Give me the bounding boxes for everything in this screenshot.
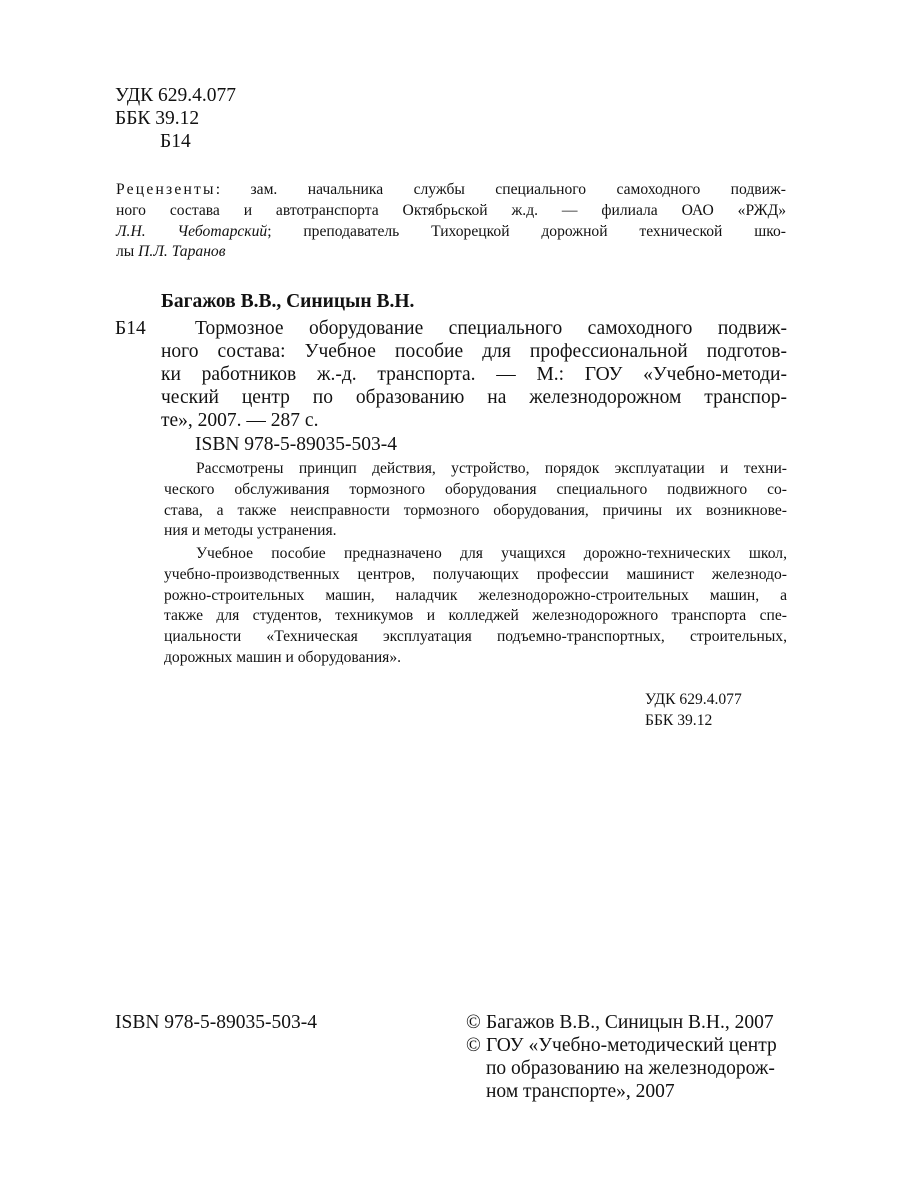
copyright-publisher-line-1: © ГОУ «Учебно-методический центр [466,1035,777,1056]
bibliographic-description [161,317,787,432]
reviewers-line-4: лы П.Л. Таранов [116,243,226,261]
reviewers-line-2: ного состава и автотранспорта Октябрьской ж.д. — филиала ОАО «РЖД» [116,201,786,219]
description-line-4: ческий центр по образованию на железнодорожном транспор- [161,387,787,408]
copyright-publisher-line-3: ном транспорте», 2007 [486,1081,675,1102]
abstract-paragraph-1 [164,459,787,542]
copyright-symbol-2: © [466,1035,481,1056]
reviewers-block [116,180,786,263]
abstract-1-line-4: ния и методы устранения. [164,522,337,540]
description-line-1: Тормозное оборудование специального самоходного подвиж- [195,318,787,339]
reviewers-line-3: Л.Н. Чеботарский; преподаватель Тихорецкой дорожной технической шко- [116,222,786,240]
bbk-bottom: ББК 39.12 [645,712,713,729]
isbn-main: ISBN 978-5-89035-503-4 [195,434,398,455]
copyright-publisher [466,1034,777,1103]
reviewer-name-2: П.Л. Таранов [138,243,226,261]
reviewers-line-1: Рецензенты: зам. начальника службы специального самоходного подвиж- [116,181,786,198]
udk-top: УДК 629.4.077 [115,85,237,106]
description-line-5: те», 2007. — 287 с. [161,410,319,431]
abstract-2-line-6: дорожных машин и оборудования». [164,648,402,666]
udk-bottom: УДК 629.4.077 [645,691,742,708]
abstract-2-line-5: циальности «Техническая эксплуатация подъемно-транспортных, строительных, [164,628,787,646]
authors: Багажов В.В., Синицын В.Н. [161,291,415,312]
abstract-2-line-3: рожно-строительных машин, наладчик железнодорожно-строительных машин, а [164,586,787,604]
abstract-1-line-2: ческого обслуживания тормозного оборудования специального подвижного со- [164,480,787,498]
isbn-bottom: ISBN 978-5-89035-503-4 [115,1012,318,1033]
copyright-publisher-line-2: по образованию на железнодорож- [486,1058,775,1079]
abstract-2-line-4: также для студентов, техникумов и колледжей железнодорожного транспорта спе- [164,607,787,625]
abstract-1-line-1: Рассмотрены принцип действия, устройство, порядок эксплуатации и техни- [196,460,787,477]
reviewer-name-1: Л.Н. Чеботарский [116,222,268,240]
description-line-3: ки работников ж.-д. транспорта. — М.: ГОУ «Учебно-методи- [161,364,787,385]
description-line-2: ного состава: Учебное пособие для профессиональной подготов- [161,341,787,362]
abstract-paragraph-2 [164,544,787,669]
author-index: Б14 [115,318,146,339]
abstract-2-line-2: учебно-производственных центров, получающих профессии машинист железнодо- [164,565,787,583]
abstract-1-line-3: става, а также неисправности тормозного оборудования, причины их возникнове- [164,501,787,519]
reviewers-label: Рецензенты [116,181,216,198]
bbk-top: ББК 39.12 [115,108,200,129]
abstract-2-line-1: Учебное пособие предназначено для учащихся дорожно-технических школ, [196,545,787,562]
copyright-authors: © Багажов В.В., Синицын В.Н., 2007 [466,1012,774,1033]
author-index-top: Б14 [160,131,191,152]
copyright-symbol-1: © [466,1012,481,1033]
